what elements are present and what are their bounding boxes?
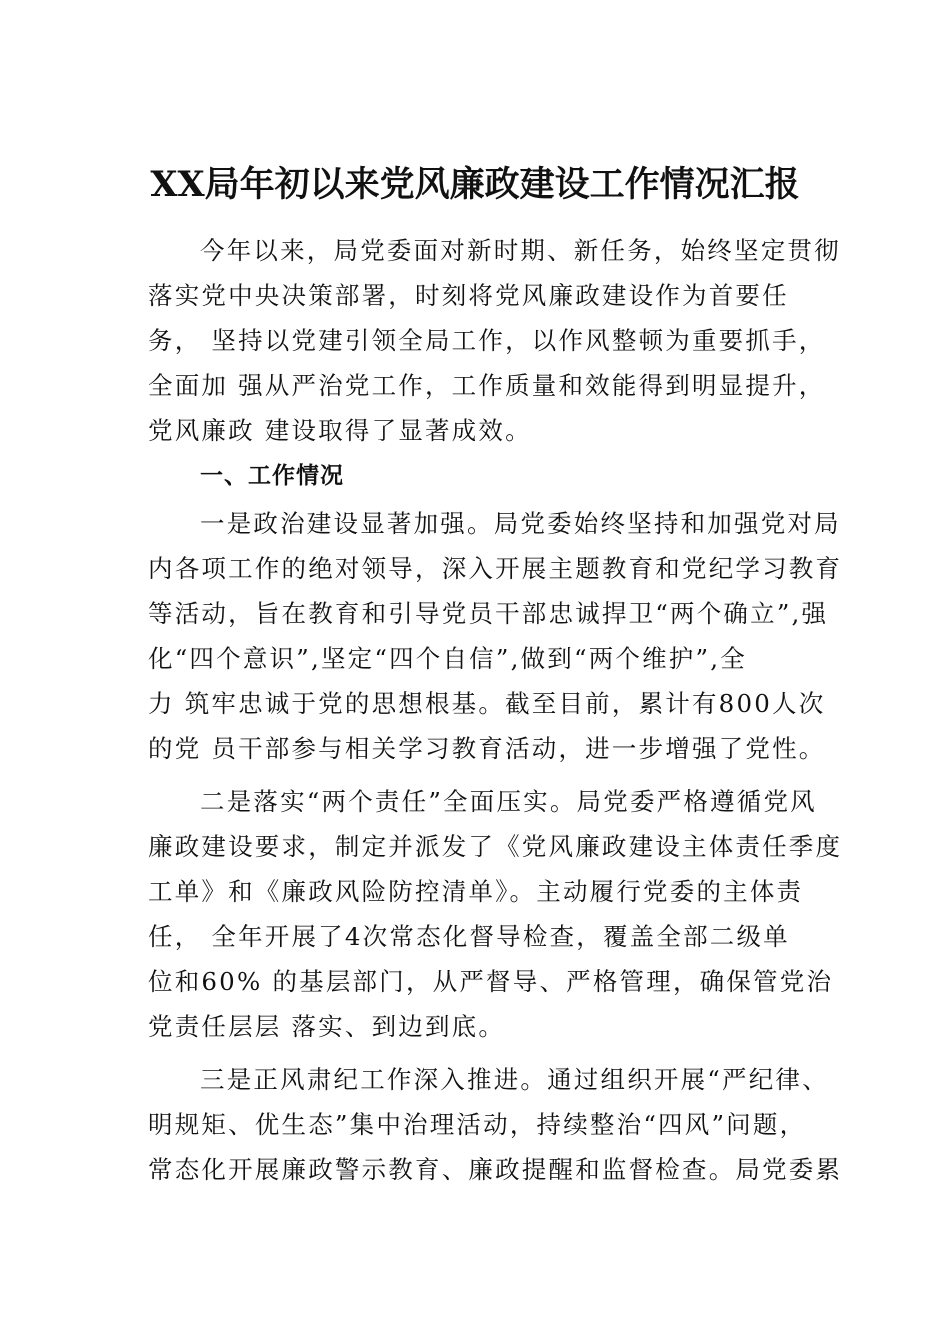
para2-line-2: 廉政建设要求，制定并派发了《党风廉政建设主体责任季度: [148, 832, 843, 861]
para2-line-5: 位和60% 的基层部门，从严督导、严格管理，确保管党治: [148, 967, 834, 996]
document-title: XX局年初以来党风廉政建设工作情况汇报: [150, 164, 800, 205]
paragraph-political-construction: [148, 501, 843, 771]
intro-line-1: 今年以来，局党委面对新时期、新任务，始终坚定贯彻: [200, 236, 841, 265]
para1-line-1: 一是政治建设显著加强。局党委始终坚持和加强党对局: [200, 509, 841, 538]
para1-line-2: 内各项工作的绝对领导，深入开展主题教育和党纪学习教育: [148, 554, 843, 583]
intro-paragraph: [148, 228, 841, 453]
paragraph-two-responsibilities: [148, 779, 843, 1049]
para2-line-1: 二是落实“两个责任”全面压实。局党委严格遵循党风: [200, 787, 817, 816]
para3-line-3: 常态化开展廉政警示教育、廉政提醒和监督检查。局党委累: [148, 1155, 843, 1184]
intro-line-5: 党风廉政 建设取得了显著成效。: [148, 416, 532, 445]
intro-line-2: 落实党中央决策部署，时刻将党风廉政建设作为首要任: [148, 281, 789, 310]
intro-line-3: 务， 坚持以党建引领全局工作，以作风整顿为重要抓手，: [148, 326, 826, 355]
para1-line-6: 的党 员干部参与相关学习教育活动，进一步增强了党性。: [148, 734, 826, 763]
para1-line-5: 力 筑牢忠诚于党的思想根基。截至目前，累计有800人次: [148, 689, 826, 718]
para1-line-4: 化“四个意识”,坚定“四个自信”,做到“两个维护”,全: [148, 644, 747, 673]
section-heading: 一、工作情况: [200, 463, 344, 489]
para1-line-3: 等活动，旨在教育和引导党员干部忠诚捍卫“两个确立”,强: [148, 599, 829, 628]
paragraph-discipline: [148, 1057, 843, 1192]
para3-line-2: 明规矩、优生态”集中治理活动，持续整治“四风”问题，: [148, 1110, 807, 1139]
para3-line-1: 三是正风肃纪工作深入推进。通过组织开展“严纪律、: [200, 1065, 829, 1094]
para2-line-3: 工单》和《廉政风险防控清单》。主动履行党委的主体责: [148, 877, 804, 906]
document-body: [148, 228, 843, 1192]
para2-line-6: 党责任层层 落实、到边到底。: [148, 1012, 506, 1041]
para2-line-4: 任， 全年开展了4次常态化督导检查，覆盖全部二级单: [148, 922, 790, 951]
intro-line-4: 全面加 强从严治党工作，工作质量和效能得到明显提升，: [148, 371, 826, 400]
